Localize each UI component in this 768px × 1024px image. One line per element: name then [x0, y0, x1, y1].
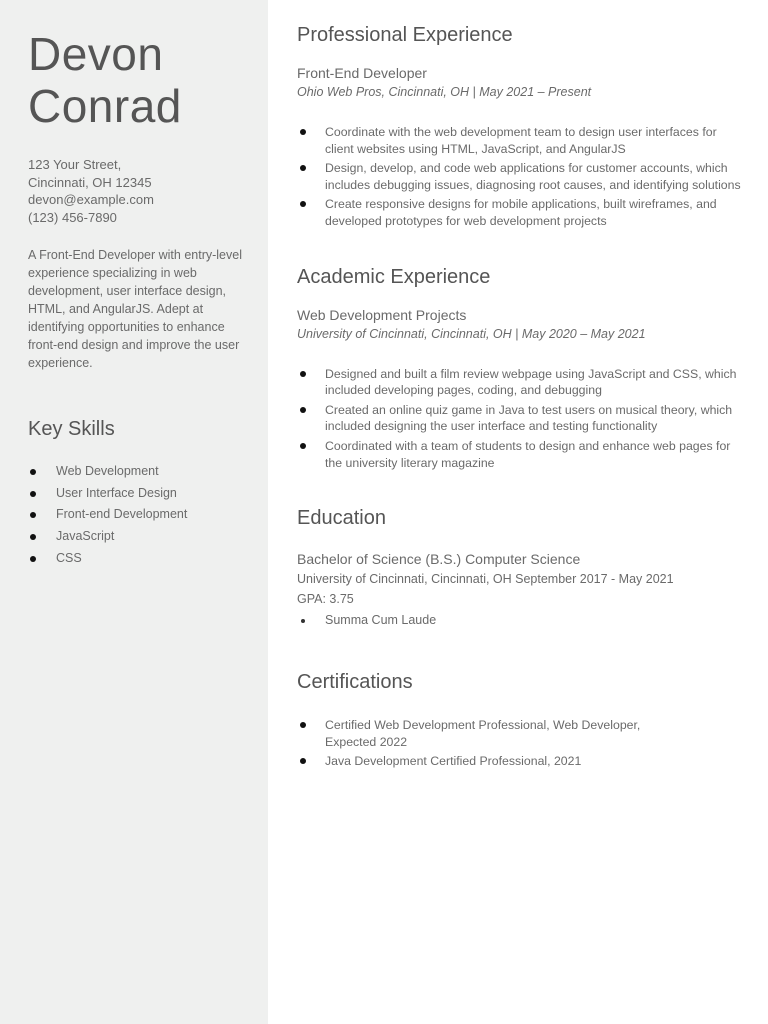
profile-summary: A Front-End Developer with entry-level experience specializing in web development, user interface design, HTML, and AngularJS. Adept at identifying opportunities to enhance front-end design and improve the user experience.	[28, 248, 242, 370]
skill-item: Front-end Development	[28, 504, 248, 526]
honors-list	[297, 611, 744, 629]
skill-item: JavaScript	[28, 526, 248, 548]
candidate-name	[28, 28, 248, 132]
sidebar	[0, 0, 268, 1024]
section-title: Education	[297, 507, 386, 530]
bullet-item: Created an online quiz game in Java to test users on musical theory, which included designing the user interface and testing functionality	[297, 402, 744, 435]
certifications-list	[297, 717, 642, 770]
experience-bullets	[297, 124, 744, 230]
skills-heading: Key Skills	[28, 418, 115, 440]
certifications-section	[297, 669, 744, 770]
section-title: Certifications	[297, 671, 413, 694]
gpa: GPA: 3.75	[297, 592, 354, 607]
skill-item: CSS	[28, 548, 248, 570]
contact-block	[28, 156, 248, 226]
school: University of Cincinnati, Cincinnati, OH September 2017 - May 2021	[297, 572, 674, 587]
city-address: Cincinnati, OH 12345	[28, 174, 152, 190]
bullet-item: Designed and built a film review webpage using JavaScript and CSS, which included developing pages, coding, and debugging	[297, 366, 744, 399]
project-meta: University of Cincinnati, Cincinnati, OH | May 2020 – May 2021	[297, 326, 646, 341]
job-title: Front-End Developer	[297, 65, 427, 81]
certification-item: Certified Web Development Professional, Web Developer, Expected 2022	[297, 717, 642, 750]
section-title: Professional Experience	[297, 24, 513, 46]
bullet-item: Coordinated with a team of students to design and enhance web pages for the university literary magazine	[297, 438, 744, 471]
degree: Bachelor of Science (B.S.) Computer Science	[297, 551, 581, 568]
first-name: Devon	[28, 28, 164, 80]
section-title: Academic Experience	[297, 265, 491, 288]
bullet-item: Design, develop, and code web applications for customer accounts, which includes debugging issues, diagnosing root causes, and identifying solutions	[297, 160, 744, 193]
academic-bullets	[297, 366, 744, 472]
phone: (123) 456-7890	[28, 209, 117, 225]
professional-experience-section	[297, 22, 744, 230]
job-meta: Ohio Web Pros, Cincinnati, OH | May 2021 – Present	[297, 85, 592, 99]
main-content	[268, 0, 768, 1024]
project-title: Web Development Projects	[297, 306, 467, 323]
skills-list	[28, 461, 248, 570]
education-section	[297, 505, 744, 629]
academic-experience-section	[297, 264, 744, 472]
street-address: 123 Your Street,	[28, 157, 122, 172]
skill-item: User Interface Design	[28, 483, 248, 505]
last-name: Conrad	[28, 80, 182, 132]
bullet-item: Create responsive designs for mobile applications, built wireframes, and developed prototypes for web development projects	[297, 196, 744, 229]
email: devon@example.com	[28, 192, 154, 207]
bullet-item: Coordinate with the web development team to design user interfaces for client websites using HTML, JavaScript, and AngularJS	[297, 124, 744, 157]
honor-item: Summa Cum Laude	[297, 611, 744, 629]
certification-item: Java Development Certified Professional, 2021	[297, 753, 642, 770]
skill-item: Web Development	[28, 461, 248, 483]
